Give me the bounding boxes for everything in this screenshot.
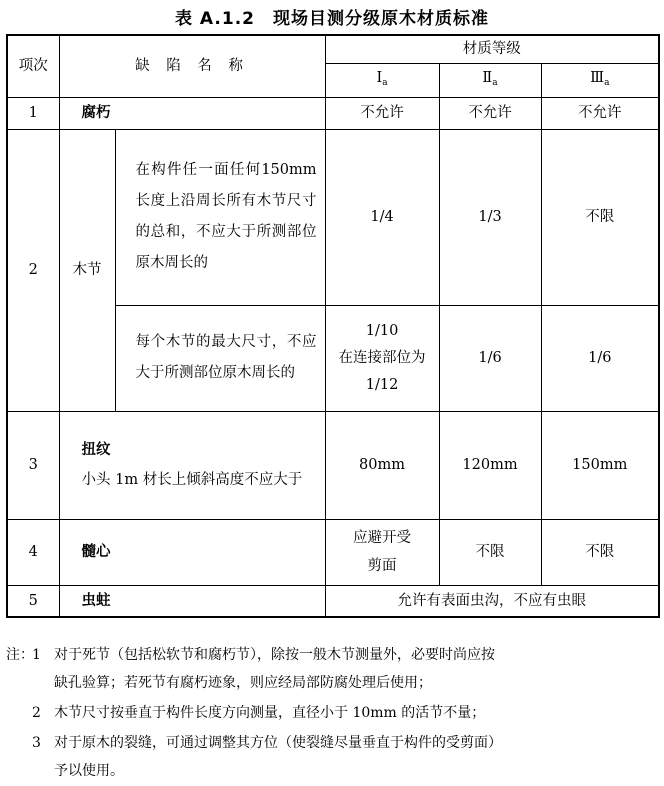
header-grade-3: $Ⅲ_a$ <box>541 63 659 97</box>
note-item <box>6 698 658 728</box>
note-continuation: 缺孔验算；若死节有腐朽迹象，则应经局部防腐处理后使用； <box>54 675 432 691</box>
grade-value: 允许有表面虫沟，不应有虫眼 <box>325 585 659 617</box>
header-grade-group: 材质等级 <box>325 35 659 63</box>
grade-value: 不允许 <box>541 97 659 129</box>
grade-value: 120mm <box>439 411 541 519</box>
grade-value: 应避开受剪面 <box>325 519 439 585</box>
note-text: 木节尺寸按垂直于构件长度方向测量，直径小于 10mm 的活节不量； <box>54 705 486 721</box>
grade-value: 不限 <box>541 519 659 585</box>
grade-value: 1/10 在连接部位为1/12 <box>325 305 439 411</box>
table-notes <box>6 640 658 786</box>
header-index: 项次 <box>7 35 59 97</box>
defect-name: 腐朽 <box>59 97 325 129</box>
defect-description: 在构件任一面任何150mm长度上沿周长所有木节尺寸的总和，不应大于所测部位原木周长的 <box>115 129 325 305</box>
defect-description: 每个木节的最大尺寸，不应大于所测部位原木周长的 <box>115 305 325 411</box>
table-row <box>7 129 659 305</box>
table-row <box>7 585 659 617</box>
note-item <box>6 640 658 670</box>
grade-value: 1/4 <box>325 129 439 305</box>
note-number: 1 <box>32 647 41 663</box>
material-grade-table <box>6 34 660 618</box>
row-index: 3 <box>7 411 59 519</box>
row-index: 1 <box>7 97 59 129</box>
header-grade-1: $Ⅰ_a$ <box>325 63 439 97</box>
table-row <box>7 97 659 129</box>
grade-value: 不限 <box>439 519 541 585</box>
row-index: 4 <box>7 519 59 585</box>
note-text: 对于原木的裂缝，可通过调整其方位（使裂缝尽量垂直于构件的受剪面） <box>54 735 502 751</box>
defect-name: 髓心 <box>59 519 325 585</box>
grade-value: 1/6 <box>541 305 659 411</box>
note-number: 2 <box>32 705 41 721</box>
row-index: 5 <box>7 585 59 617</box>
defect-name: 木节 <box>59 129 115 411</box>
defect-name: 扭纹 <box>81 441 111 458</box>
table-row <box>7 411 659 519</box>
note-number: 3 <box>32 735 41 751</box>
grade-value: 不允许 <box>325 97 439 129</box>
defect-description: 小头 1m 材长上倾斜高度不应大于 <box>81 472 303 488</box>
note-continuation: 予以使用。 <box>54 763 124 779</box>
grade-value: 不限 <box>541 129 659 305</box>
note-text: 对于死节（包括松软节和腐朽节），除按一般木节测量外，必要时尚应按 <box>54 647 495 663</box>
table-row <box>7 519 659 585</box>
defect-name: 虫蛀 <box>59 585 325 617</box>
grade-value: 不允许 <box>439 97 541 129</box>
defect-cell <box>59 411 325 519</box>
grade-value: 150mm <box>541 411 659 519</box>
table-title: 表 A.1.2 现场目测分级原木材质标准 <box>175 9 489 29</box>
grade-value: 80mm <box>325 411 439 519</box>
header-grade-2: $Ⅱ_a$ <box>439 63 541 97</box>
header-row-1 <box>7 35 659 63</box>
grade-value: 1/6 <box>439 305 541 411</box>
notes-prefix: 注： <box>6 647 34 663</box>
note-item <box>6 728 658 758</box>
grade-value: 1/3 <box>439 129 541 305</box>
header-defect: 缺 陷 名 称 <box>59 35 325 97</box>
row-index: 2 <box>7 129 59 411</box>
